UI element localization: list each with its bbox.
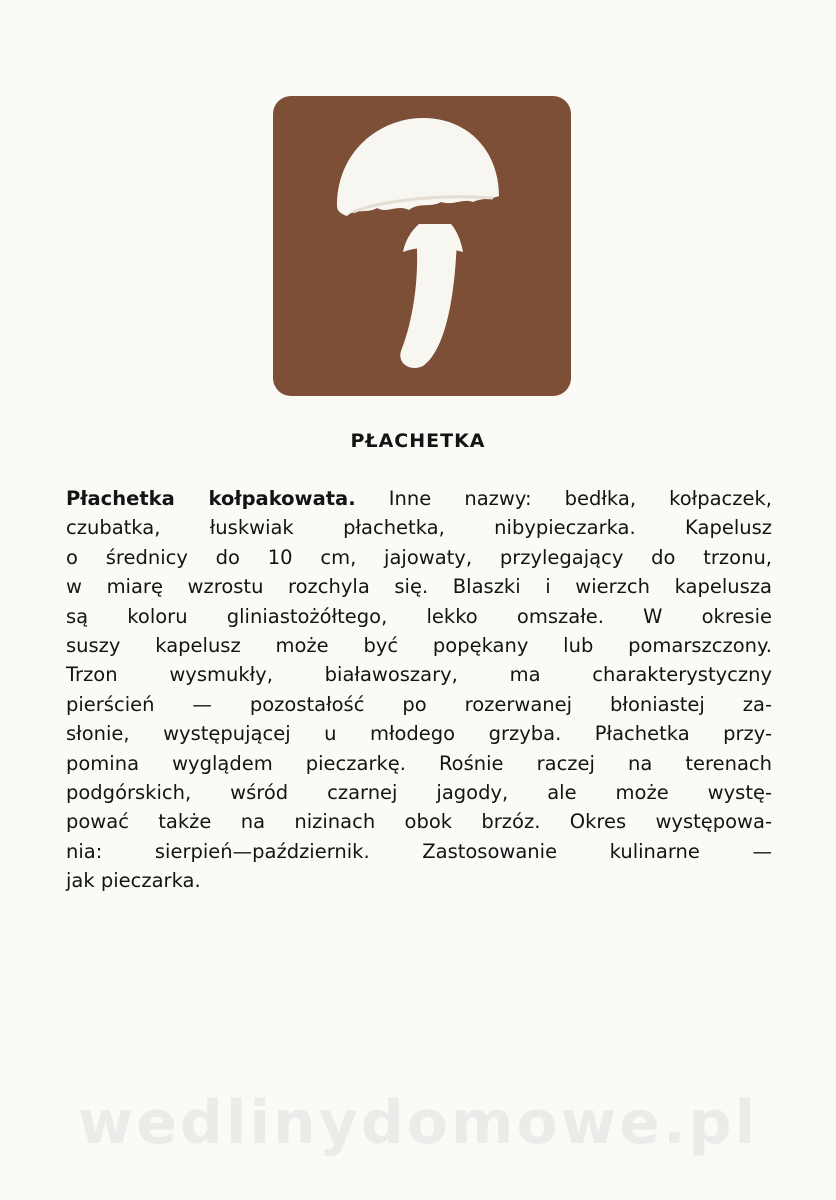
article-line: Trzon wysmukły, białawoszary, ma charakterystyczny [66, 663, 772, 687]
article-line: pomina wyglądem pieczarkę. Rośnie raczej na terenach [66, 751, 772, 775]
article-line: pierścień — pozostałość po rozerwanej błoniastej za- [66, 692, 772, 716]
article-line: w miarę wzrostu rozchyla się. Blaszki i wierzch kapelusza [66, 575, 772, 599]
watermark: wedlinydomowe.pl [77, 1088, 759, 1158]
article-line: są koloru gliniastożółtego, lekko omszałe. W okresie [66, 604, 772, 628]
article-line: jak pieczarka. [66, 869, 201, 893]
article-line: podgórskich, wśród czarnej jagody, ale może wystę- [66, 780, 772, 804]
article-line: pować także na nizinach obok brzóz. Okres występowa- [66, 810, 772, 834]
article-line: nia: sierpień—październik. Zastosowanie kulinarne — [66, 839, 772, 863]
mushroom-cap [337, 118, 499, 216]
article-text [66, 484, 772, 895]
article-line: czubatka, łuskwiak płachetka, nibypieczarka. Kapelusz [66, 516, 772, 540]
mushroom-emblem [273, 96, 571, 396]
article-line: suszy kapelusz może być popękany lub pomarszczony. [66, 633, 772, 657]
article-line-text: Inne nazwy: bedłka, kołpaczek, [355, 487, 772, 510]
article-line: słonie, występującej u młodego grzyba. Płachetka przy- [66, 722, 772, 746]
mushroom-stem [400, 234, 457, 368]
article-line: o średnicy do 10 cm, jajowaty, przylegający do trzonu, [66, 545, 772, 569]
page-title: PŁACHETKA [350, 430, 486, 452]
species-name: Płachetka kołpakowata. [66, 487, 356, 510]
article-line [66, 484, 772, 513]
mushroom-icon [273, 96, 571, 396]
